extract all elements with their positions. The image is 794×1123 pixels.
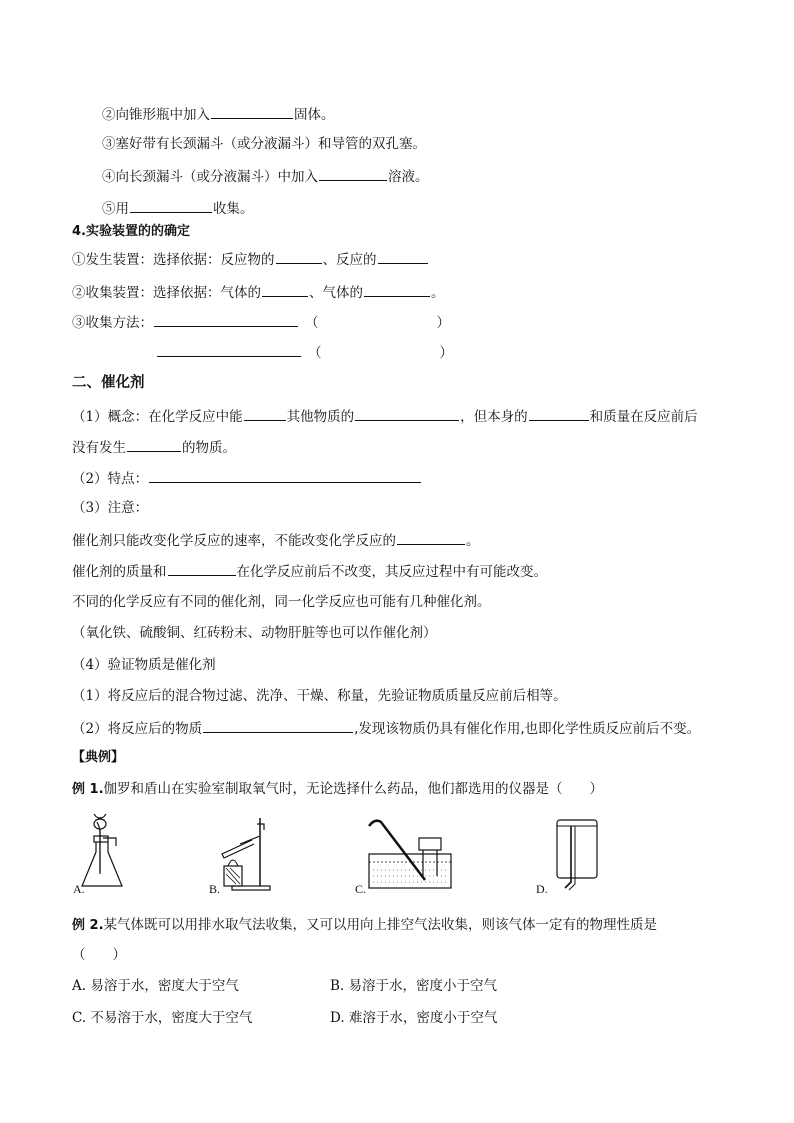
blank[interactable] (378, 249, 428, 264)
blank[interactable] (149, 468, 421, 483)
note-1 (72, 530, 480, 550)
blank[interactable] (529, 406, 589, 421)
option-c-label: C. (355, 882, 367, 896)
blank[interactable] (244, 406, 286, 421)
example-2-question: 某气体既可以用排水取气法收集，又可以用向上排空气法收集，则该气体一定有的物理性质是 (103, 917, 658, 933)
example-2 (72, 916, 657, 935)
example-1-label: 例 1. (72, 782, 104, 797)
method-line-2 (156, 342, 453, 362)
blank[interactable] (127, 437, 181, 452)
step-5-text: ⑤用 (102, 201, 129, 217)
example-2-paren: （ ） (72, 947, 126, 963)
method-text: ③收集方法： (72, 315, 153, 331)
note-1-suffix: 。 (466, 533, 480, 549)
section-4-title: 4.实验装置的的确定 (72, 224, 190, 239)
concept-text-5: 没有发生 (72, 440, 126, 456)
concept-line-2 (72, 437, 236, 457)
note-title: （3）注意： (72, 500, 149, 516)
step-4 (102, 166, 429, 186)
step-5-suffix: 收集。 (213, 201, 254, 217)
blank[interactable] (168, 561, 236, 576)
verify-title: （4）验证物质是催化剂 (72, 657, 216, 673)
option-c[interactable]: C. 不易溶于水，密度大于空气 (72, 1010, 253, 1026)
collector-suffix: 。 (431, 285, 445, 301)
step-5 (102, 198, 254, 218)
verify-2-suffix: ,发现该物质仍具有催化作用,也即化学性质反应前后不变。 (354, 721, 701, 737)
verify-1: （1）将反应后的混合物过滤、洗净、干燥、称量，先验证物质质量反应前后相等。 (72, 688, 567, 704)
concept-text-3: ，但本身的 (460, 409, 528, 425)
option-b-label: B. (209, 882, 221, 896)
generator-text: ①发生装置：选择依据：反应物的 (72, 252, 275, 268)
step-4-text: ④向长颈漏斗（或分液漏斗）中加入 (102, 169, 318, 185)
paren-open: （ (308, 345, 322, 361)
option-d[interactable]: D. 难溶于水，密度小于空气 (330, 1010, 498, 1026)
step-2-text: ②向锥形瓶中加入 (102, 107, 210, 123)
option-d-label: D. (536, 882, 548, 896)
method-line-1 (72, 312, 450, 332)
collector-mid: 、气体的 (309, 285, 363, 301)
blank[interactable] (203, 718, 353, 733)
blank[interactable] (130, 198, 212, 213)
section-catalyst-title: 二、催化剂 (72, 375, 145, 391)
note-1-text: 催化剂只能改变化学反应的速率，不能改变化学反应的 (72, 533, 396, 549)
concept-line-1 (72, 406, 698, 426)
step-4-suffix: 溶液。 (388, 169, 429, 185)
example-1 (72, 780, 603, 799)
paren-open: （ (305, 315, 319, 331)
blank[interactable] (355, 406, 459, 421)
note-2-text: 催化剂的质量和 (72, 564, 167, 580)
step-2 (102, 104, 335, 124)
apparatus-c-water-trough-image (365, 814, 455, 894)
examples-header: 【典例】 (72, 750, 125, 765)
paren-close: ） (439, 345, 453, 361)
apparatus-d-gas-bottle-image (545, 814, 605, 894)
collector-text: ②收集装置：选择依据：气体的 (72, 285, 261, 301)
option-a-label: A. (73, 882, 85, 896)
example-1-question: 伽罗和盾山在实验室制取氧气时，无论选择什么药品，他们都选用的仪器是（ ） (103, 781, 604, 797)
concept-text-2: 其他物质的 (286, 409, 355, 425)
verify-2 (72, 718, 700, 738)
paren-close: ） (436, 315, 450, 331)
blank[interactable] (262, 282, 308, 297)
blank[interactable] (364, 282, 430, 297)
step-3 (102, 135, 426, 153)
feature-text: （2）特点： (72, 471, 149, 487)
generator-line (72, 249, 429, 269)
step-2-suffix: 固体。 (294, 107, 335, 123)
concept-text-6: 的物质。 (182, 440, 236, 456)
blank[interactable] (157, 342, 301, 357)
example-2-label: 例 2. (72, 918, 104, 933)
option-b[interactable]: B. 易溶于水，密度小于空气 (330, 978, 498, 994)
concept-text-4: 和质量在反应前后 (589, 409, 698, 425)
apparatus-b-heating-stand-image (210, 814, 280, 894)
blank[interactable] (276, 249, 322, 264)
concept-text: （1）概念：在化学反应中能 (72, 409, 243, 425)
collector-line (72, 282, 445, 302)
blank[interactable] (319, 166, 387, 181)
step-3-text: ③塞好带有长颈漏斗（或分液漏斗）和导管的双孔塞。 (102, 136, 426, 152)
blank[interactable] (397, 530, 465, 545)
note-4: （氧化铁、硫酸铜、红砖粉末、动物肝脏等也可以作催化剂） (72, 625, 437, 641)
note-2-suffix: 在化学反应前后不改变，其反应过程中有可能改变。 (236, 564, 547, 580)
verify-2-text: （2）将反应后的物质 (72, 721, 203, 737)
feature-line (72, 468, 422, 488)
note-3: 不同的化学反应有不同的催化剂，同一化学反应也可能有几种催化剂。 (72, 594, 491, 610)
blank[interactable] (154, 312, 298, 327)
option-a[interactable]: A. 易溶于水，密度大于空气 (72, 978, 239, 994)
note-2 (72, 561, 547, 581)
generator-mid: 、反应的 (322, 252, 377, 268)
blank[interactable] (211, 104, 293, 119)
